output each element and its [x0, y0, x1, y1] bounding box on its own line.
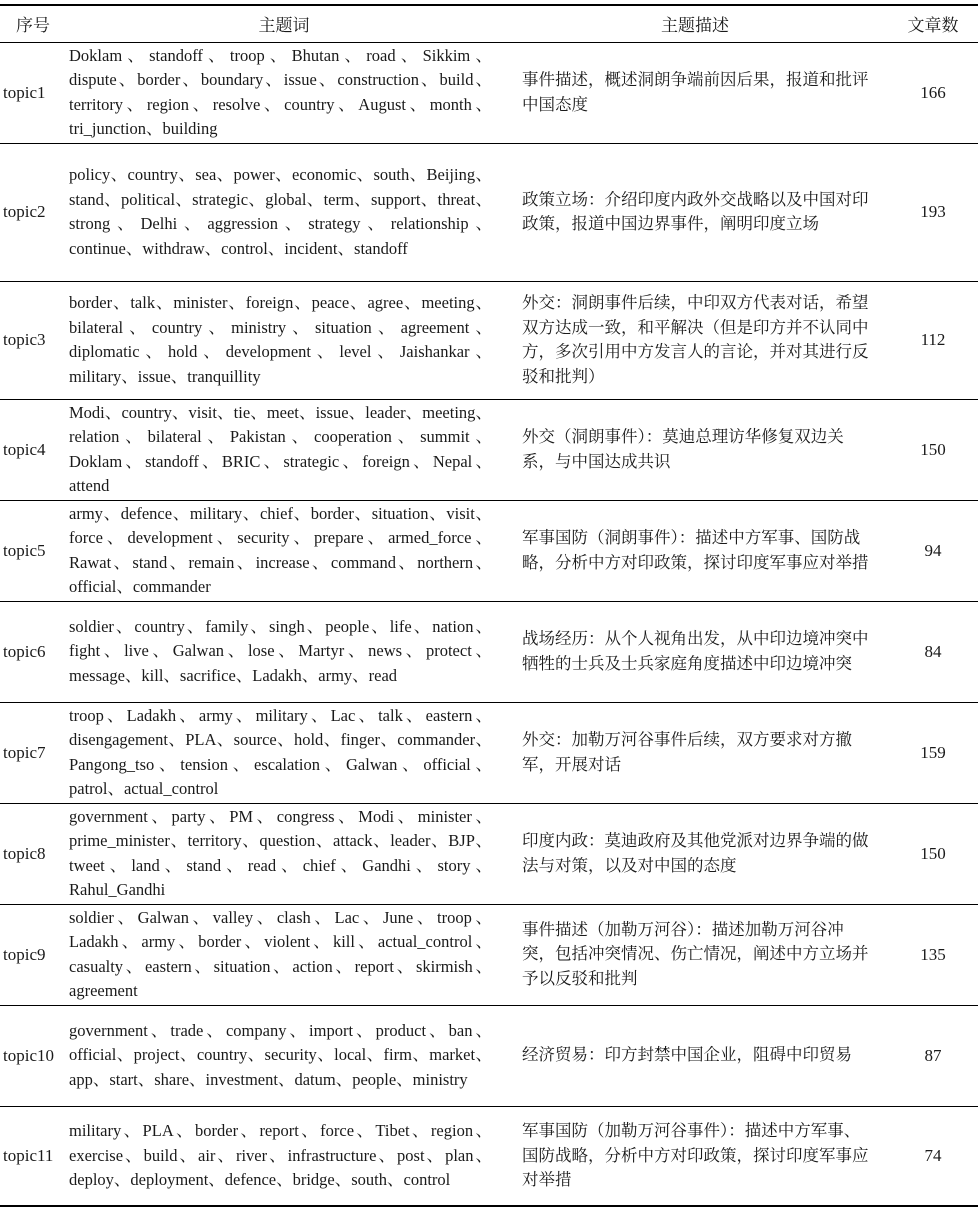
topic-description: 外交：洞朗事件后续，中印双方代表对话，希望双方达成一致，和平解决（但是印方并不认同中方，多次引用中方发言人的言论，并对其进行反驳和批判）: [522, 293, 869, 386]
topic-description: 印度内政：莫迪政府及其他党派对边界争端的做法与对策，以及对中国的态度: [522, 831, 869, 875]
article-count: 112: [920, 330, 946, 349]
topic-keywords: Doklam、standoff、troop、Bhutan、road、Sikkim、dispute、border、boundary、issue、construction、build、territory、region、resolve、country、August、month、tri_junction、building: [69, 45, 492, 138]
topic-description: 事件描述，概述洞朗争端前因后果，报道和批评中国态度: [522, 70, 869, 114]
topic-id: topic5: [3, 540, 46, 560]
header-id: 序号: [16, 16, 50, 37]
topic-id: topic3: [3, 330, 46, 349]
topic-keywords: border、talk、minister、foreign、peace、agree、meeting、bilateral、country、ministry、situation、agreement、diplomatic、hold、development、level、Jaishankar、military、issue、tranquillity: [69, 293, 492, 386]
article-count: 193: [920, 202, 946, 221]
topic-keywords: government、party、PM、congress、Modi、minister、prime_minister、territory、question、attack、leader、BJP、tweet、land、stand、read、chief、Gandhi、story、Rahul_Gandhi: [69, 806, 492, 899]
table-row: [0, 601, 978, 702]
article-count: 74: [924, 1145, 942, 1165]
header-keywords: 主题词: [258, 16, 310, 37]
table-row: [0, 803, 978, 904]
header-count: 文章数: [907, 16, 959, 37]
topic-keywords: army、defence、military、chief、border、situation、visit、force、development、security、prepare、armed_force、Rawat、stand、remain、increase、command、northern、official、commander: [69, 503, 492, 596]
topic-description: 外交（洞朗事件）：莫迪总理访华修复双边关系，与中国达成共识: [522, 427, 844, 471]
table-row: [0, 143, 978, 281]
topic-id: topic4: [3, 439, 46, 459]
table-row: [0, 42, 978, 143]
topic-id: topic2: [3, 202, 46, 221]
topic-keywords: soldier、country、family、singh、people、life、nation、fight、live、Galwan、lose、Martyr、news、protect、message、kill、sacrifice、Ladakh、army、read: [69, 616, 492, 685]
topic-keywords: troop、Ladakh、army、military、Lac、talk、eastern、disengagement、PLA、source、hold、finger、commander、Pangong_tso、tension、escalation、Galwan、official、patrol、actual_control: [69, 705, 492, 798]
topic-keywords: soldier、Galwan、valley、clash、Lac、June、troop、Ladakh、army、border、violent、kill、actual_control、casualty、eastern、situation、action、report、skirmish、agreement: [69, 907, 492, 1000]
topic-id: topic8: [3, 843, 46, 863]
article-count: 159: [920, 742, 946, 762]
topic-id: topic7: [3, 742, 46, 762]
topic-id: topic11: [3, 1145, 54, 1165]
article-count: 94: [924, 540, 942, 560]
topic-keywords: government、trade、company、import、product、ban、official、project、country、security、local、firm、market、app、start、share、investment、datum、people、ministry: [69, 1020, 492, 1089]
topic-keywords: military、PLA、border、report、force、Tibet、region、exercise、build、air、river、infrastructure、post、plan、deploy、deployment、defence、bridge、south、control: [69, 1121, 492, 1189]
topic-id: topic6: [3, 641, 46, 661]
table-row: [0, 702, 978, 803]
topic-description: 政策立场：介绍印度内政外交战略以及中国对印政策，报道中国边界事件，阐明印度立场: [522, 189, 869, 233]
topic-keywords: policy、country、sea、power、economic、south、Beijing、stand、political、strategic、global、term、support、threat、strong、Delhi、aggression、strategy、relationship、continue、withdraw、control、incident、standoff: [69, 165, 492, 258]
topic-keywords: Modi、country、visit、tie、meet、issue、leader、meeting、relation、bilateral、Pakistan、cooperation、summit、Doklam、standoff、BRIC、strategic、foreign、Nepal、attend: [69, 402, 492, 495]
topic-description: 外交：加勒万河谷事件后续，双方要求对方撤军，开展对话: [522, 730, 852, 774]
topic-id: topic9: [3, 944, 46, 964]
table-row: [0, 1005, 978, 1106]
article-count: 150: [920, 843, 946, 863]
table-row: [0, 500, 978, 601]
article-count: 84: [924, 641, 942, 661]
header-description: 主题描述: [661, 16, 729, 37]
topic-description: 事件描述（加勒万河谷）：描述加勒万河谷冲突，包括冲突情况、伤亡情况，阐述中方立场并予以反驳和批判: [522, 919, 869, 988]
topic-description: 军事国防（洞朗事件）：描述中方军事、国防战略，分析中方对印政策，探讨印度军事应对举措: [522, 528, 869, 572]
table-row: [0, 904, 978, 1005]
article-count: 150: [920, 439, 946, 459]
table-row: [0, 399, 978, 500]
article-count: 87: [924, 1045, 942, 1065]
topic-id: topic1: [3, 82, 46, 102]
topic-table: [0, 4, 978, 1207]
topic-description: 战场经历：从个人视角出发，从中印边境冲突中牺牲的士兵及士兵家庭角度描述中印边境冲突: [522, 629, 869, 673]
table-row: [0, 1106, 978, 1206]
article-count: 135: [920, 944, 946, 964]
topic-description: 军事国防（加勒万河谷事件）：描述中方军事、国防战略，分析中方对印政策，探讨印度军事应对举措: [522, 1121, 869, 1189]
header-row: [0, 5, 978, 42]
table-row: [0, 281, 978, 399]
article-count: 166: [920, 82, 946, 102]
topic-id: topic10: [3, 1045, 54, 1065]
topic-description: 经济贸易：印方封禁中国企业，阻碍中印贸易: [522, 1045, 852, 1065]
